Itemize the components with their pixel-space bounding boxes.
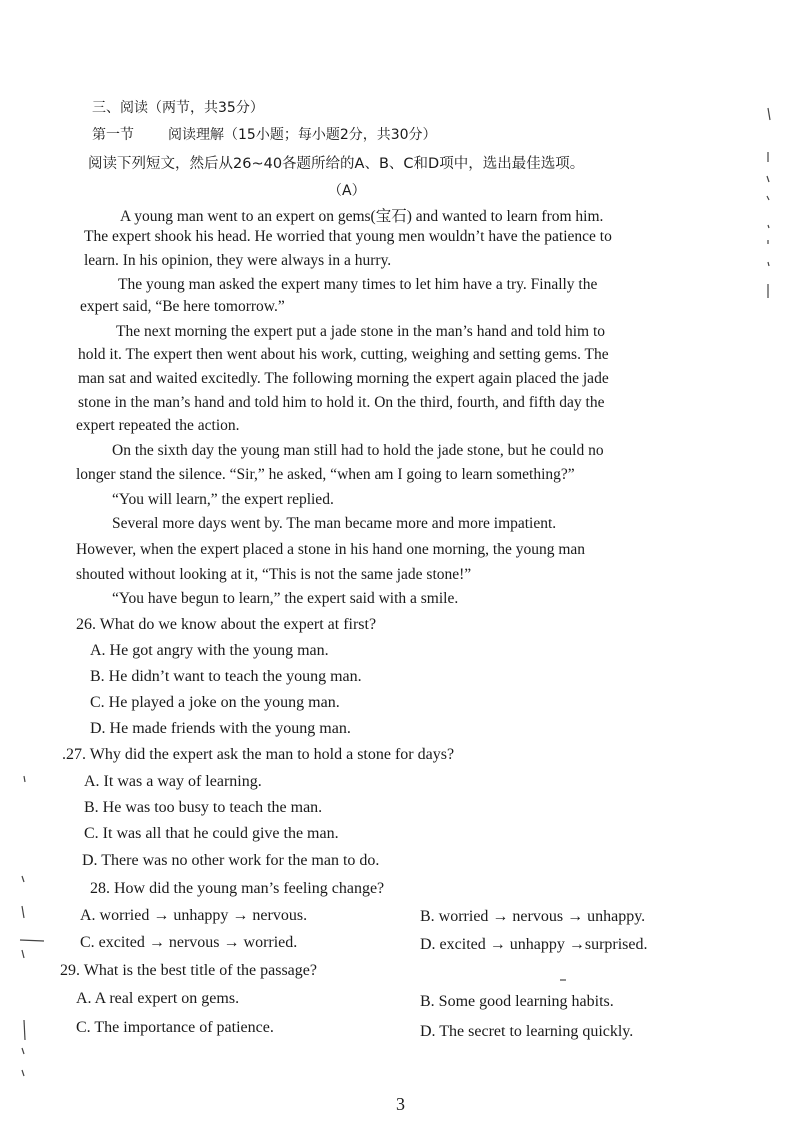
passage-line: stone in the man’s hand and told him to hold it. On the third, fourth, and fifth day the [78,394,605,411]
passage-line: However, when the expert placed a stone in his hand one morning, the young man [76,541,586,558]
passage-line: The young man asked the expert many times to let him have a try. Finally the [118,276,598,293]
q28-option-c[interactable]: C. excited → nervous → worried. [80,934,298,951]
q27-option-d[interactable]: D. There was no other work for the man to do. [82,852,380,869]
q26-option-d[interactable]: D. He made friends with the young man. [90,720,351,737]
q29-option-d[interactable]: D. The secret to learning quickly. [420,1023,634,1040]
q27-option-c[interactable]: C. It was all that he could give the man. [84,825,339,842]
passage-line: The expert shook his head. He worried that young men wouldn’t have the patience to [84,228,612,245]
q29-option-a[interactable]: A. A real expert on gems. [76,990,240,1007]
question-28-stem: 28. How did the young man’s feeling change? [90,880,385,897]
passage-line: hold it. The expert then went about his work, cutting, weighing and setting gems. The [78,346,609,363]
subsection-label: 第一节 [92,127,134,143]
passage-line: Several more days went by. The man became more and more impatient. [112,515,557,532]
passage-line: expert said, “Be here tomorrow.” [80,298,285,315]
question-29-stem: 29. What is the best title of the passage? [60,962,317,979]
subsection-title: 阅读理解（15小题；每小题2分，共30分） [168,127,437,143]
q26-option-b[interactable]: B. He didn’t want to teach the young man. [90,668,362,685]
q29-option-b[interactable]: B. Some good learning habits. [420,993,614,1010]
q28-option-a[interactable]: A. worried → unhappy → nervous. [80,907,308,924]
passage-line: “You have begun to learn,” the expert said with a smile. [112,590,459,607]
question-27-stem: .27. Why did the expert ask the man to hold a stone for days? [62,746,455,763]
instruction: 阅读下列短文，然后从26~40各题所给的A、B、C和D项中，选出最佳选项。 [88,156,585,172]
passage-line: The next morning the expert put a jade stone in the man’s hand and told him to [116,323,605,340]
q28-option-b[interactable]: B. worried → nervous → unhappy. [420,908,646,925]
passage-line: A young man went to an expert on gems(宝石) and wanted to learn from him. [120,208,604,225]
passage-line: longer stand the silence. “Sir,” he asked, “when am I going to learn something?” [76,466,575,483]
q27-option-b[interactable]: B. He was too busy to teach the man. [84,799,323,816]
page-number: 3 [396,1094,405,1114]
passage-line: man sat and waited excitedly. The following morning the expert again placed the jade [78,370,609,387]
passage-line: expert repeated the action. [76,417,240,434]
q28-option-d[interactable]: D. excited → unhappy →surprised. [420,936,648,953]
q26-option-a[interactable]: A. He got angry with the young man. [90,642,329,659]
passage-line: shouted without looking at it, “This is not the same jade stone!” [76,566,472,583]
q27-option-a[interactable]: A. It was a way of learning. [84,773,262,790]
passage-line: On the sixth day the young man still had to hold the jade stone, but he could no [112,442,604,459]
passage-line: learn. In his opinion, they were always in a hurry. [84,252,392,269]
question-26-stem: 26. What do we know about the expert at first? [76,616,377,633]
section-header: 三、阅读（两节，共35分） [92,100,264,116]
passage-line: “You will learn,” the expert replied. [112,491,334,508]
q29-option-c[interactable]: C. The importance of patience. [76,1019,274,1036]
q26-option-c[interactable]: C. He played a joke on the young man. [90,694,340,711]
passage-label: （A） [328,183,366,199]
